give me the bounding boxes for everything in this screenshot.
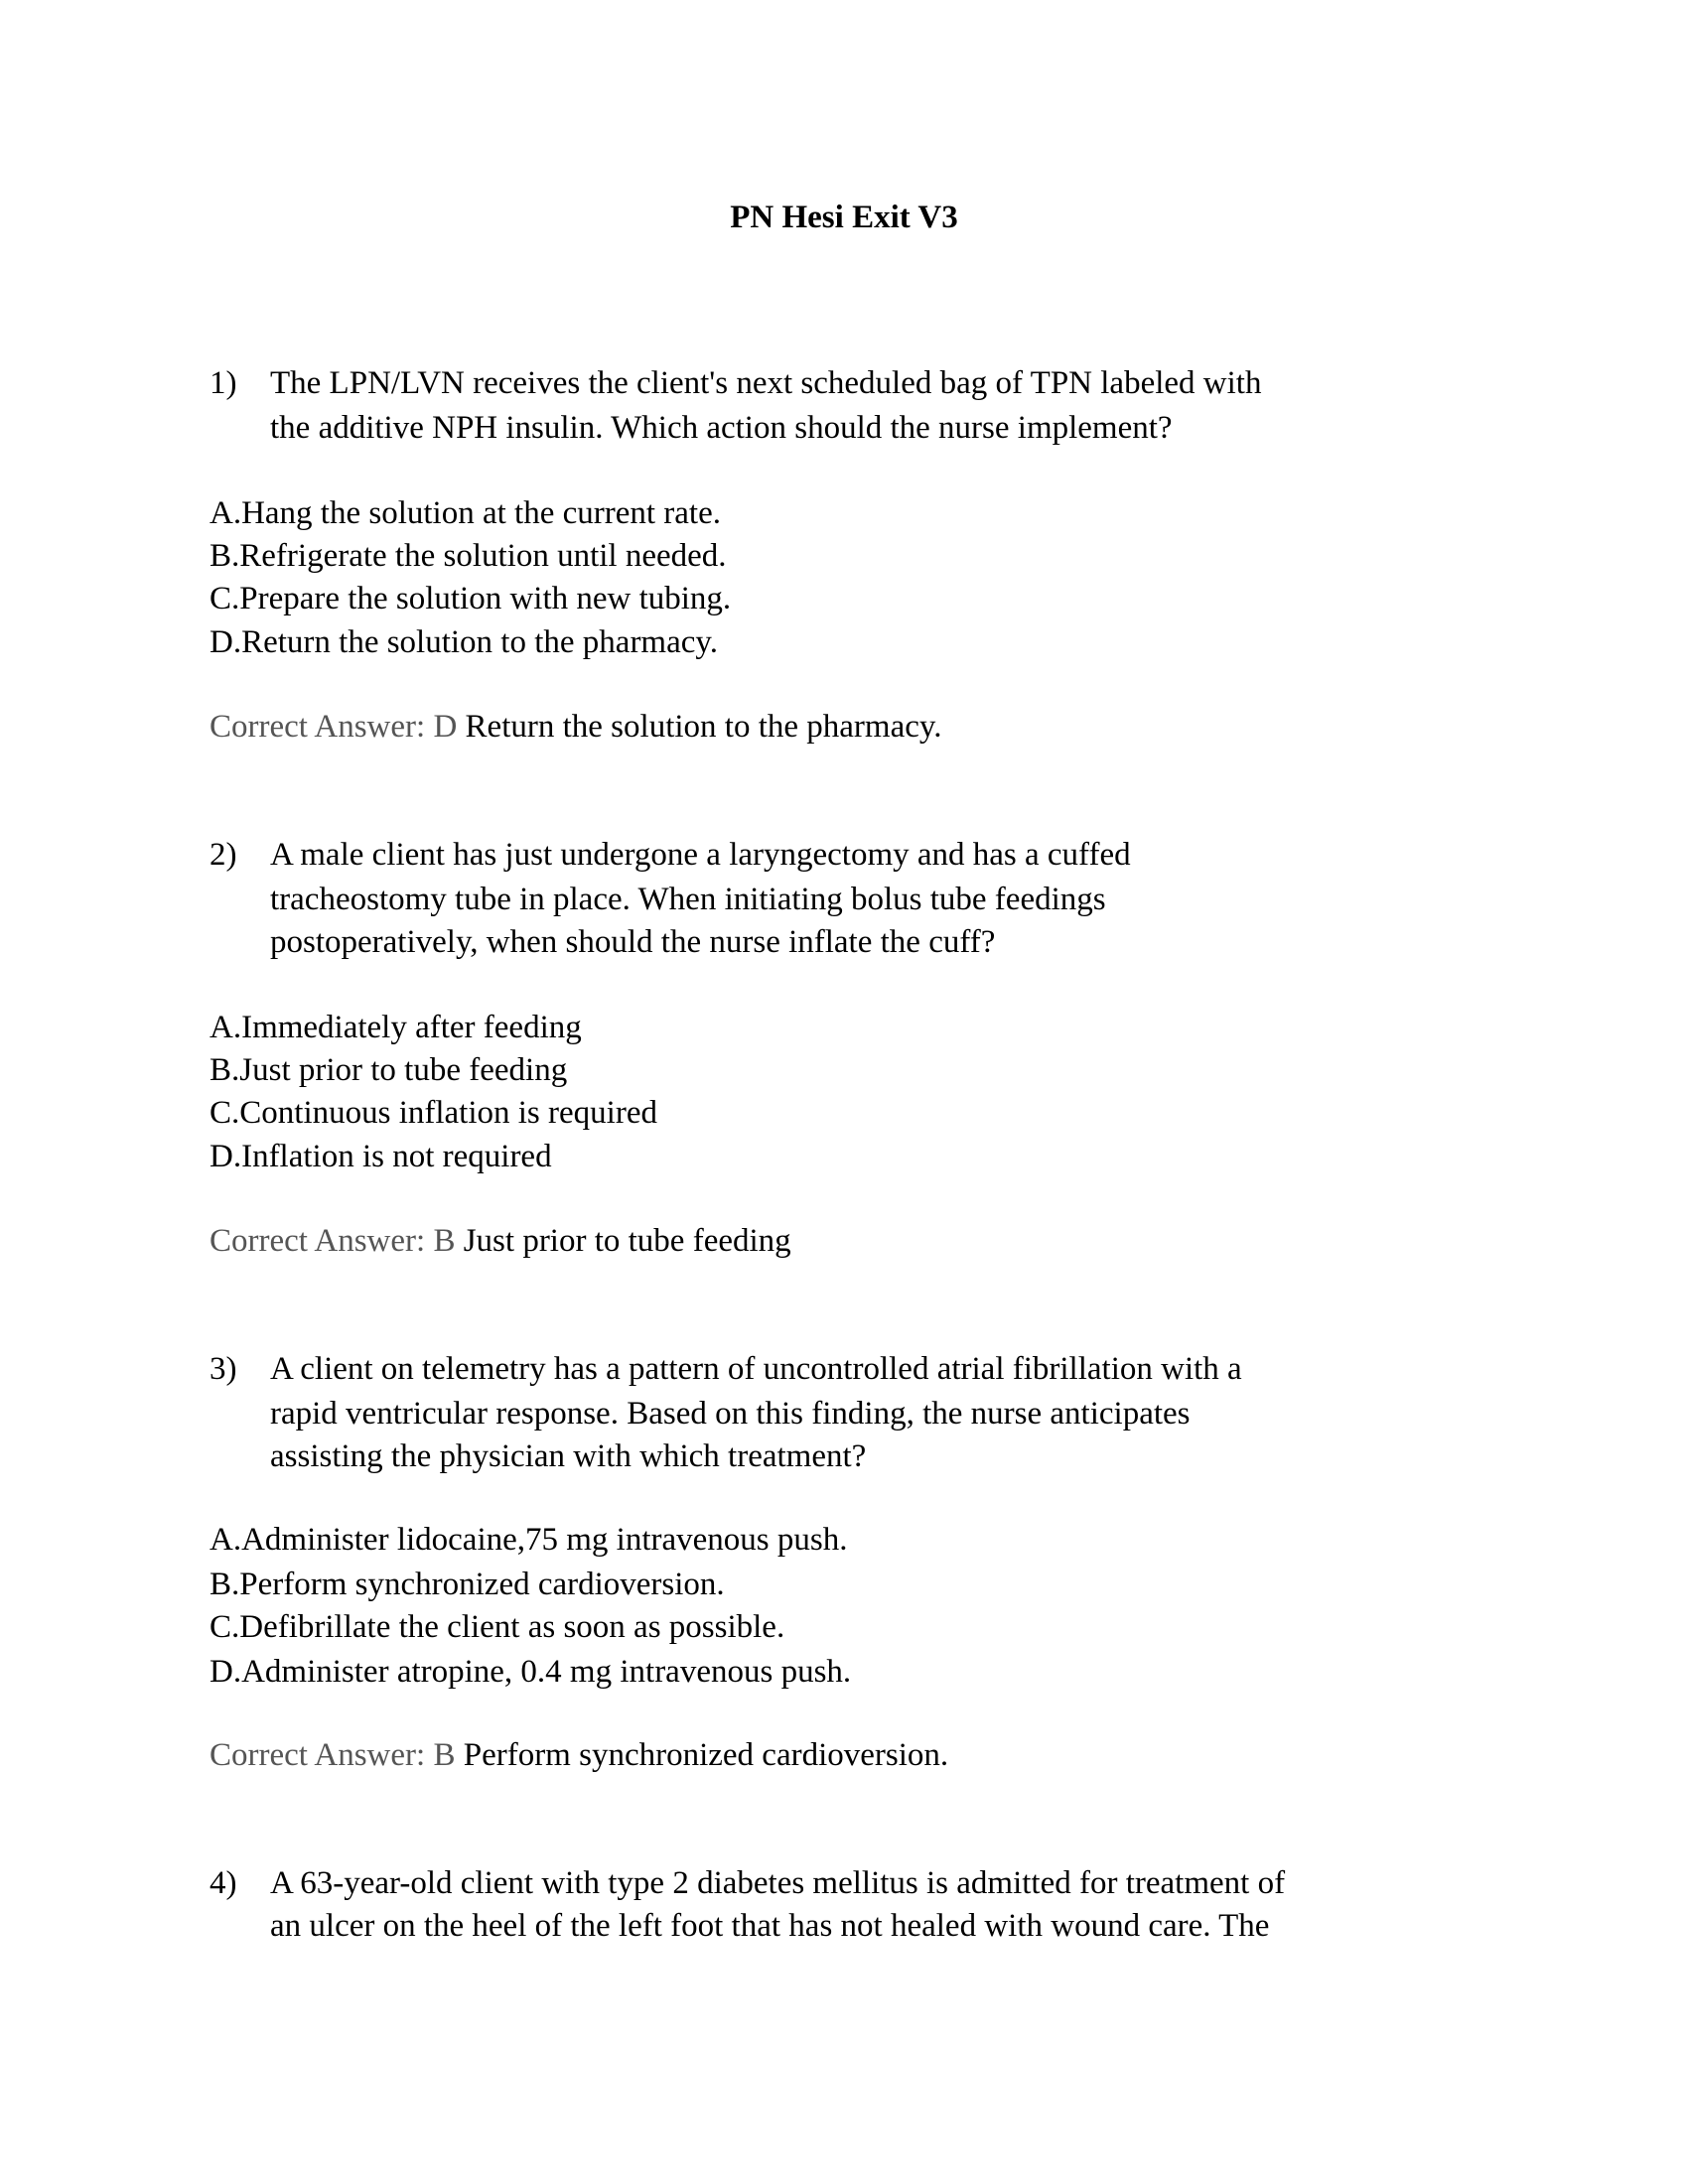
question-number: 3) bbox=[210, 1351, 237, 1387]
answer-text: Just prior to tube feeding bbox=[463, 1223, 791, 1259]
correct-answer bbox=[210, 705, 941, 749]
option-a: A.Administer lidocaine,75 mg intravenous push. bbox=[210, 1522, 848, 1558]
question-text: tracheostomy tube in place. When initiating bolus tube feedings bbox=[270, 882, 1106, 917]
option-d: D.Inflation is not required bbox=[210, 1139, 552, 1174]
question-number: 1) bbox=[210, 365, 237, 401]
question-text: A male client has just undergone a laryngectomy and has a cuffed bbox=[270, 837, 1131, 873]
question-text: A 63-year-old client with type 2 diabetes mellitus is admitted for treatment of bbox=[270, 1865, 1286, 1901]
answer-label: Correct Answer: bbox=[210, 1737, 426, 1773]
question-text: assisting the physician with which treatment? bbox=[270, 1438, 867, 1474]
answer-letter: B bbox=[433, 1737, 456, 1773]
answer-text: Return the solution to the pharmacy. bbox=[465, 709, 942, 745]
answer-text: Perform synchronized cardioversion. bbox=[463, 1737, 949, 1773]
question-text: rapid ventricular response. Based on this finding, the nurse anticipates bbox=[270, 1396, 1191, 1432]
option-c: C.Prepare the solution with new tubing. bbox=[210, 581, 732, 616]
question-text: postoperatively, when should the nurse inflate the cuff? bbox=[270, 924, 996, 960]
option-b: B.Perform synchronized cardioversion. bbox=[210, 1567, 725, 1602]
answer-label: Correct Answer: bbox=[210, 1223, 426, 1259]
page-title: PN Hesi Exit V3 bbox=[730, 200, 958, 235]
option-d: D.Administer atropine, 0.4 mg intravenous push. bbox=[210, 1654, 852, 1690]
option-b: B.Refrigerate the solution until needed. bbox=[210, 538, 727, 574]
correct-answer bbox=[210, 1219, 791, 1263]
question-text: The LPN/LVN receives the client's next scheduled bag of TPN labeled with bbox=[270, 365, 1262, 401]
option-b: B.Just prior to tube feeding bbox=[210, 1052, 568, 1088]
question-text: an ulcer on the heel of the left foot that has not healed with wound care. The bbox=[270, 1908, 1270, 1944]
answer-letter: B bbox=[433, 1223, 456, 1259]
answer-label: Correct Answer: bbox=[210, 709, 426, 745]
option-c: C.Continuous inflation is required bbox=[210, 1095, 657, 1131]
answer-letter: D bbox=[433, 709, 458, 745]
question-number: 2) bbox=[210, 837, 237, 873]
option-a: A.Immediately after feeding bbox=[210, 1010, 582, 1045]
question-text: A client on telemetry has a pattern of uncontrolled atrial fibrillation with a bbox=[270, 1351, 1242, 1387]
correct-answer bbox=[210, 1733, 948, 1777]
question-number: 4) bbox=[210, 1865, 237, 1901]
question-text: the additive NPH insulin. Which action should the nurse implement? bbox=[270, 410, 1173, 446]
option-a: A.Hang the solution at the current rate. bbox=[210, 495, 721, 531]
option-d: D.Return the solution to the pharmacy. bbox=[210, 624, 718, 660]
option-c: C.Defibrillate the client as soon as possible. bbox=[210, 1609, 785, 1645]
